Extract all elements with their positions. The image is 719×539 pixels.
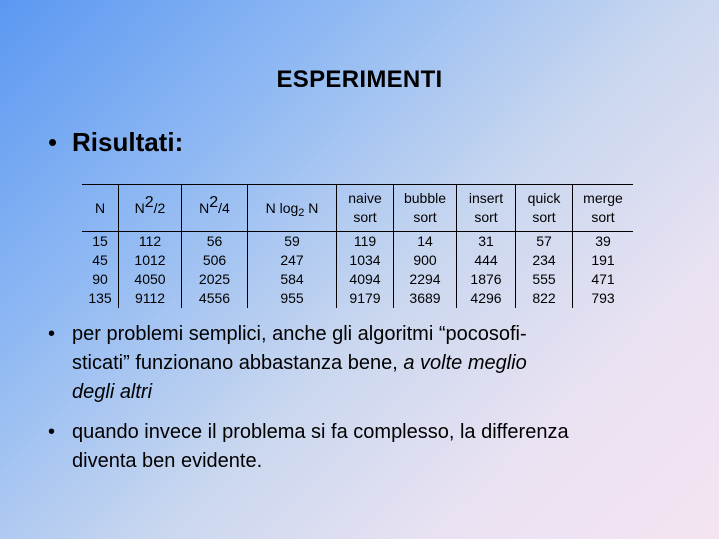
results-table <box>82 184 633 308</box>
table-cell: 4094 <box>337 270 394 289</box>
table-cell: 31 <box>457 232 516 252</box>
header-n: N <box>94 200 106 216</box>
header-n2-quarter: $N^2/4$ <box>182 185 248 232</box>
table-cell: 1034 <box>337 251 394 270</box>
table-cell: 2025 <box>182 270 248 289</box>
table-cell: 191 <box>573 251 634 270</box>
table-cell: 234 <box>516 251 573 270</box>
table-cell: 90 <box>92 271 108 287</box>
table-cell: 506 <box>182 251 248 270</box>
paragraph-text: per problemi semplici, anche gli algoritmi “pocosofi- sticati” funzionano abbastanza bene, a volte meglio degli altri <box>72 323 527 403</box>
table-row <box>82 289 633 308</box>
table-cell: 57 <box>516 232 573 252</box>
table-cell: 9179 <box>337 289 394 308</box>
bullet-risultati-label: Risultati: <box>72 127 184 157</box>
table-cell: 4556 <box>182 289 248 308</box>
table-cell: 822 <box>516 289 573 308</box>
bullet-dot: • <box>48 421 56 443</box>
table-cell: 59 <box>248 232 337 252</box>
table-cell: 3689 <box>394 289 457 308</box>
table-cell: 444 <box>457 251 516 270</box>
paragraph-text: quando invece il problema si fa complesso, la differenza diventa ben evidente. <box>72 421 569 472</box>
table-row <box>82 270 633 289</box>
table-cell: 2294 <box>394 270 457 289</box>
table-cell: 4050 <box>119 270 182 289</box>
table-cell: 1876 <box>457 270 516 289</box>
table-cell: 4296 <box>457 289 516 308</box>
bullet-dot: • <box>48 127 58 157</box>
table-cell: 247 <box>248 251 337 270</box>
slide-title: ESPERIMENTI <box>276 66 443 93</box>
table-cell: 471 <box>573 270 634 289</box>
table-cell: 14 <box>394 232 457 252</box>
header-merge-sort: merge sort <box>573 185 634 232</box>
table-header-row <box>82 185 633 232</box>
header-naive-sort: naive sort <box>337 185 394 232</box>
table-cell: 900 <box>394 251 457 270</box>
header-n2-half: $N^2/2$ <box>119 185 182 232</box>
header-insert-sort: insert sort <box>457 185 516 232</box>
table-cell: 39 <box>573 232 634 252</box>
table-cell: 584 <box>248 270 337 289</box>
header-bubble-sort: bubble sort <box>394 185 457 232</box>
header-nlogn: N $\log_2 N$ <box>248 185 337 232</box>
table-cell: 15 <box>92 233 108 249</box>
table-row <box>82 251 633 270</box>
header-quick-sort: quick sort <box>516 185 573 232</box>
table-cell: 1012 <box>119 251 182 270</box>
table-cell: 135 <box>88 290 112 306</box>
table-cell: 112 <box>119 232 182 252</box>
table-cell: 45 <box>92 252 108 268</box>
table-row <box>82 232 633 252</box>
table-cell: 9112 <box>119 289 182 308</box>
table-cell: 793 <box>573 289 634 308</box>
bullet-paragraph-problemi-semplici <box>48 320 698 407</box>
bullet-paragraph-problema-complesso <box>48 418 698 476</box>
table-cell: 119 <box>337 232 394 252</box>
table-cell: 955 <box>248 289 337 308</box>
bullet-dot: • <box>48 323 56 345</box>
table-cell: 56 <box>182 232 248 252</box>
table-cell: 555 <box>516 270 573 289</box>
